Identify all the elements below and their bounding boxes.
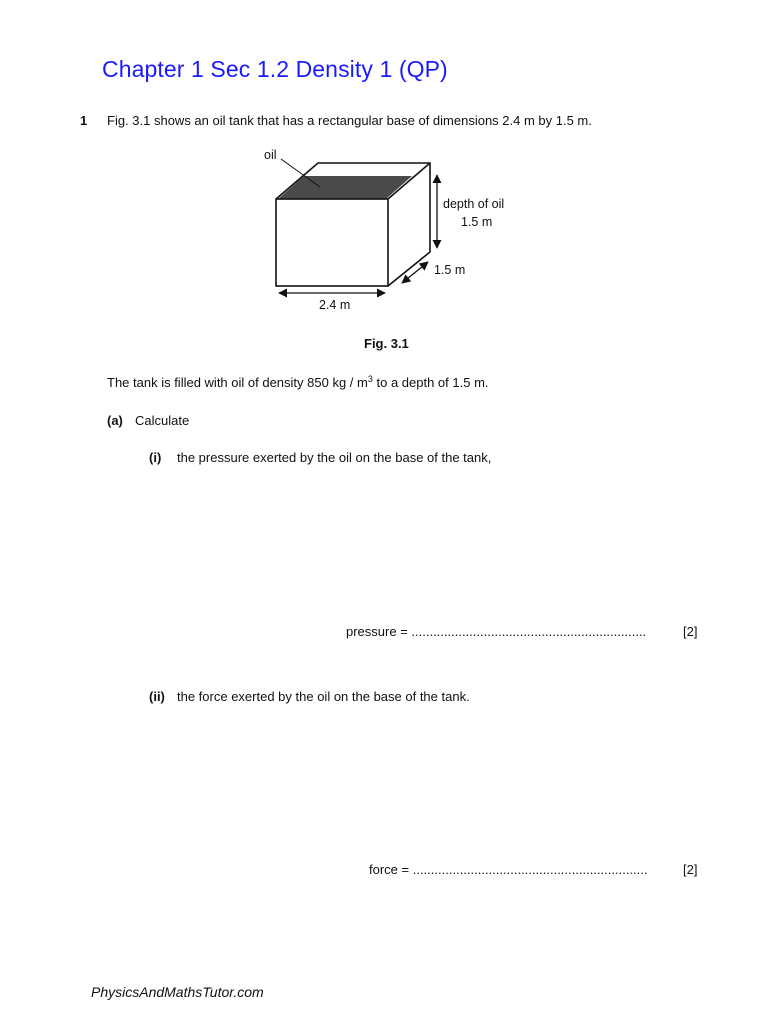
pressure-marks: [2] [683, 624, 698, 639]
sub-ii-label: (ii) [149, 689, 165, 704]
part-a-text: Calculate [135, 413, 190, 428]
oil-tank-figure [0, 0, 768, 340]
footer-source: PhysicsAndMathsTutor.com [91, 984, 264, 1000]
question-number: 1 [80, 113, 88, 128]
sub-i-label: (i) [149, 450, 162, 465]
depth-label-line2: 1.5 m [461, 215, 493, 229]
figure-caption: Fig. 3.1 [364, 336, 409, 351]
base-label: 2.4 m [319, 298, 351, 312]
tank-statement [107, 375, 489, 390]
page-title: Chapter 1 Sec 1.2 Density 1 (QP) [102, 56, 448, 82]
force-answer-line[interactable]: force = ................................................................. [369, 862, 648, 877]
sub-i-text: the pressure exerted by the oil on the base of the tank, [177, 450, 492, 465]
question-text: Fig. 3.1 shows an oil tank that has a rectangular base of dimensions 2.4 m by 1.5 m. [107, 113, 592, 128]
sub-ii-text: the force exerted by the oil on the base of the tank. [177, 689, 470, 704]
side-label: 1.5 m [434, 263, 466, 277]
tank-statement-post: to a depth of 1.5 m. [372, 375, 489, 390]
force-marks: [2] [683, 862, 698, 877]
depth-label-line1: depth of oil [443, 197, 505, 211]
pressure-answer-line[interactable]: pressure = ................................................................. [346, 624, 647, 639]
oil-label: oil [264, 148, 277, 162]
tank-statement-sup: 3 [367, 374, 373, 384]
tank-statement-pre: The tank is filled with oil of density 850 kg / m [107, 375, 368, 390]
part-a-label: (a) [107, 413, 123, 428]
tank-front-face [276, 199, 388, 286]
